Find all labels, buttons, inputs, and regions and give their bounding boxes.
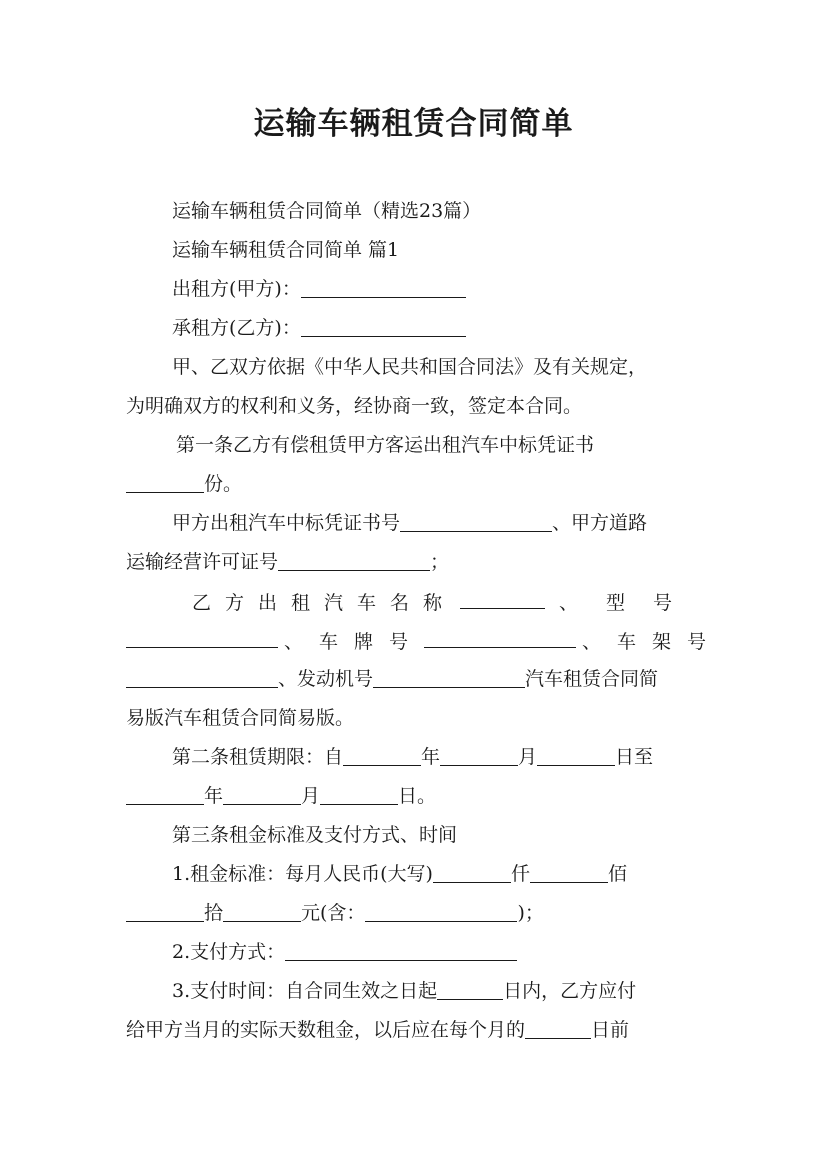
text-segment: 份。 [204,473,243,495]
text-segment: 年 [421,746,441,768]
text-segment: 运输车辆租赁合同简单 篇1 [172,239,400,261]
text-segment: 、甲方道路 [552,512,648,534]
fill-blank [320,784,398,805]
fill-blank [126,667,278,688]
paragraph-line [126,627,722,655]
text-segment: 甲方出租汽车中标凭证书号 [172,512,401,534]
fill-blank [525,1018,591,1039]
fill-blank [537,745,615,766]
article-3-line [172,822,457,848]
text-segment: 甲、乙双方依据《中华人民共和国合同法》及有关规定， [172,356,648,378]
text-segment: 出租方(甲方)： [172,278,301,300]
text-segment: 运输车辆租赁合同简单（精选23篇） [172,200,482,222]
lessee-line [172,315,466,341]
text-segment: )； [517,902,544,924]
paragraph-line [192,588,700,616]
text-segment: 第二条租赁期限：自 [172,746,344,768]
text-segment: 3.支付时间：自合同生效之日起 [172,980,438,1002]
text-segment: 乙方出租汽车名称 [192,592,457,614]
text-segment: 日至 [615,746,654,768]
fill-blank [365,901,517,922]
fill-blank [530,862,608,883]
paragraph-line [126,666,658,692]
text-segment: 运输经营许可证号 [126,551,279,573]
text-segment: 月 [518,746,538,768]
text-segment: 元(含： [301,902,366,924]
text-segment: 1.租金标准：每月人民币(大写) [172,863,433,885]
article-1-line [176,432,700,458]
subtitle-line [172,198,481,224]
fill-blank [433,862,511,883]
paragraph-line [126,471,242,497]
text-segment: ； [430,551,450,573]
fill-blank [424,627,576,648]
text-segment: 、发动机号 [278,668,374,690]
payment-method-line [172,939,517,965]
paragraph-line [172,354,647,380]
paragraph-line [126,1017,629,1043]
fill-blank [223,784,301,805]
text-segment: 仟 [510,863,530,885]
fill-blank [278,550,430,571]
text-segment: 给甲方当月的实际天数租金，以后应在每个月的 [126,1019,526,1041]
article-2-line [172,744,653,770]
text-segment: 汽车租赁合同简 [525,668,659,690]
text-segment: 拾 [204,902,224,924]
fill-blank [285,940,517,961]
fill-blank [373,667,525,688]
paragraph-line [126,900,544,926]
text-segment: 日内，乙方应付 [503,980,637,1002]
text-segment: 月 [301,785,321,807]
rent-standard-line [172,861,627,887]
fill-blank [460,588,545,609]
fill-blank [126,627,278,648]
fill-blank [301,316,466,337]
text-segment: 为明确双方的权利和义务，经协商一致，签定本合同。 [126,395,583,417]
fill-blank [301,277,466,298]
document-title: 运输车辆租赁合同简单 [253,106,574,142]
fill-blank [440,745,518,766]
text-segment: 日。 [398,785,437,807]
text-segment: 第一条乙方有偿租赁甲方客运出租汽车中标凭证书 [176,434,595,456]
text-segment: 年 [204,785,224,807]
fill-blank [126,472,204,493]
fill-blank [126,784,204,805]
text-segment: 、车牌号 [284,631,425,653]
paragraph-line [126,393,582,419]
fill-blank [126,901,204,922]
text-segment: 2.支付方式： [172,941,286,963]
text-segment: 、型号 [558,592,700,614]
fill-blank [343,745,421,766]
text-segment: 佰 [607,863,627,885]
paragraph-line [172,510,647,536]
paragraph-line [126,549,449,575]
payment-time-line [172,978,636,1004]
section-heading [172,237,399,263]
fill-blank [400,511,552,532]
text-segment: 、车架号 [582,631,723,653]
text-segment: 易版汽车租赁合同简易版。 [126,707,355,729]
fill-blank [437,979,503,1000]
text-segment: 承租方(乙方)： [172,317,301,339]
text-segment: 第三条租金标准及支付方式、时间 [172,824,458,846]
paragraph-line [126,783,436,809]
text-segment: 日前 [591,1019,630,1041]
fill-blank [223,901,301,922]
paragraph-line [126,705,354,731]
lessor-line [172,276,466,302]
